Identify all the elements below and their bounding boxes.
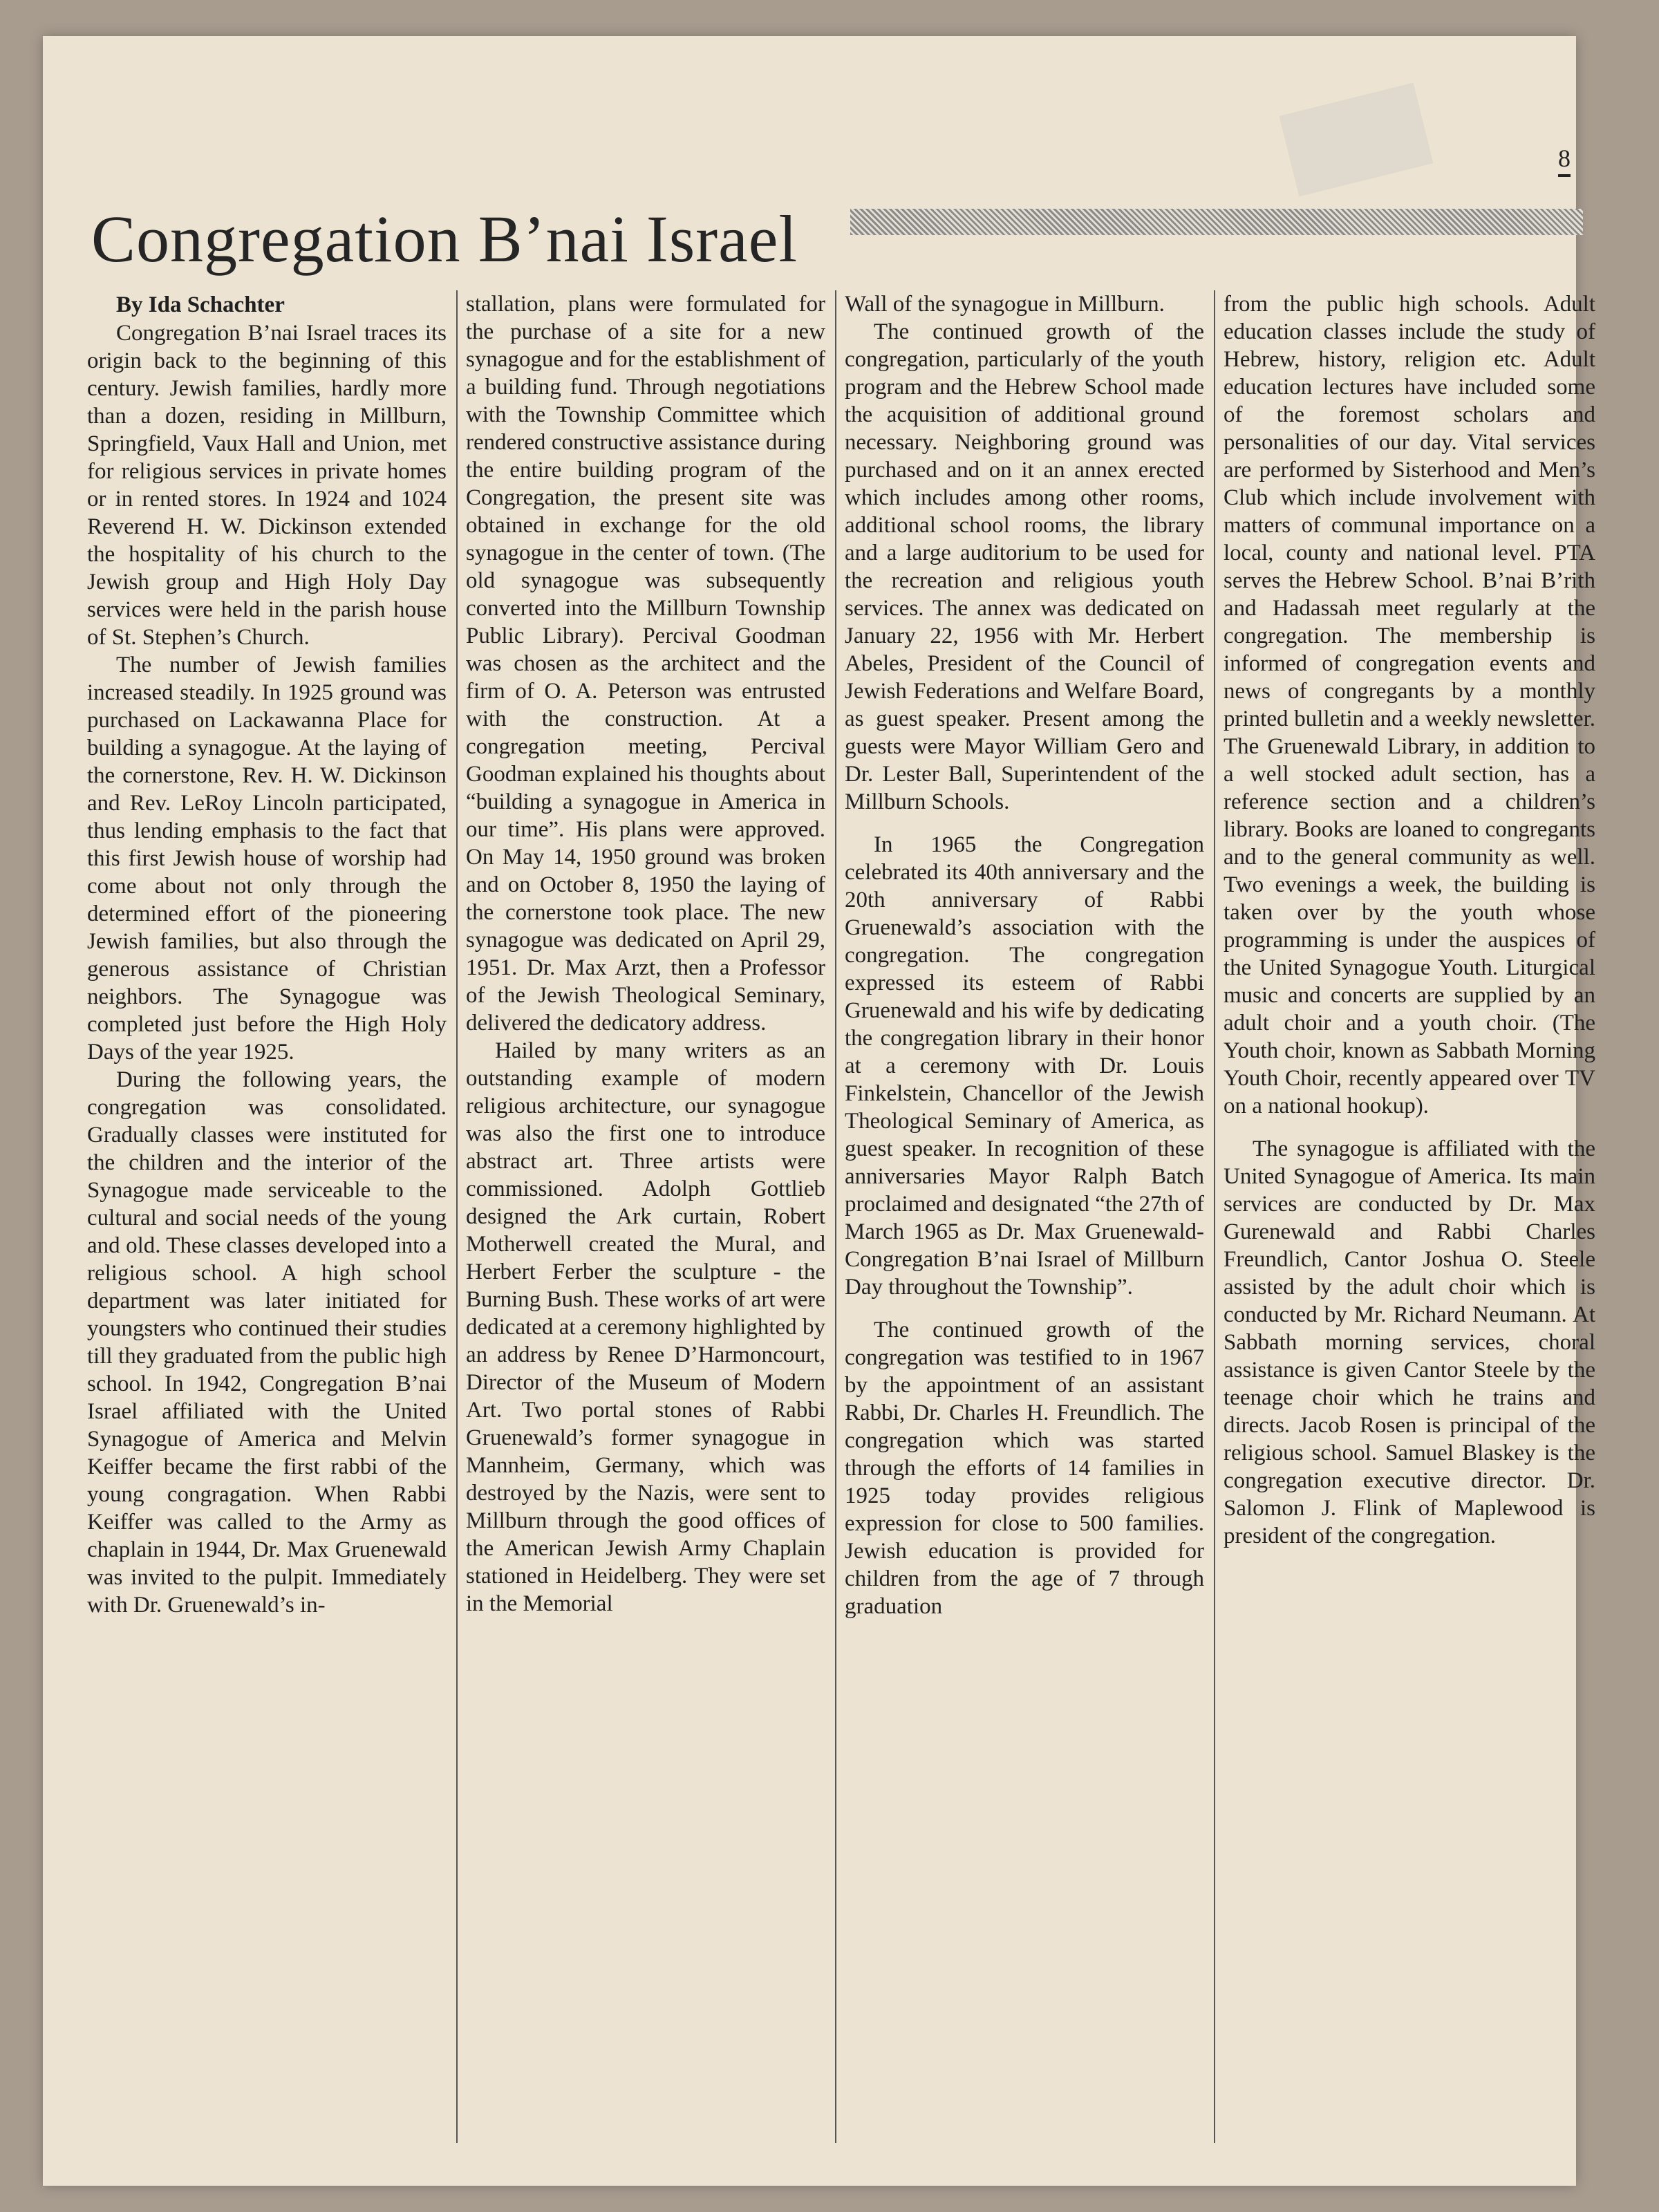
paragraph: from the public high schools. Adult education classes include the study of Hebrew, history, religion etc. Adult education lectures have included some of the foremost scholars and personalities of our day. Vital services are performed by Sisterhood and Men’s Club which include involvement with matters of communal importance on a local, county and national level. PTA serves the Hebrew School. B’nai B’rith and Hadassah meet regularly at the congregation. The membership is informed of congregation events and news of congregants by a monthly printed bulletin and a weekly newsletter. The Gruenewald Library, in addition to a well stocked adult section, has a reference section and a children’s library. Books are loaned to congregants and to the general community as well. Two evenings a week, the building is taken over by the youth whose programming is under the auspices of the United Synagogue Youth. Liturgical music and concerts are supplied by an adult choir and a youth choir. (The Youth choir, known as Sabbath Morning Youth Choir, recently appeared over TV on a national hookup).	[1224, 292, 1595, 1118]
paragraph: Congregation B’nai Israel traces its origin back to the beginning of this century. Jewish families, hardly more than a dozen, residing in Millburn, Springfield, Vaux Hall and Union, met for religious services in private homes or in rented stores. In 1924 and 1024 Reverend H. W. Dickinson extended the hospitality of his church to the Jewish group and High Holy Day services were held in the parish house of St. Stephen’s Church.	[87, 321, 447, 650]
paragraph: stallation, plans were formulated for the purchase of a site for a new synagogue and for the establishment of a building fund. Through negotiations with the Township Committee which rendered constructive assistance during the entire building program of the Congregation, the present site was obtained in exchange for the old synagogue in the center of town. (The old synagogue was subsequently converted into the Millburn Township Public Library). Percival Goodman was chosen as the architect and the firm of O. A. Peterson was entrusted with the construction. At a congregation meeting, Percival Goodman explained his thoughts about “building a synagogue in America in our time”. His plans were approved. On May 14, 1950 ground was broken and on October 8, 1950 the laying of the cornerstone took place. The new synagogue was dedicated on April 29, 1951. Dr. Max Arzt, then a Professor of the Jewish Theological Seminary, delivered the dedicatory address.	[466, 292, 825, 1035]
column-2	[466, 290, 825, 2143]
column-3	[845, 290, 1204, 2143]
paragraph: The continued growth of the congregation, particularly of the youth program and the Hebrew School made the acquisition of additional ground necessary. Neighboring ground was purchased and on it an annex erected which includes among other rooms, additional school rooms, the library and a large auditorium to be used for the recreation and religious youth services. The annex was dedicated on January 22, 1956 with Mr. Herbert Abeles, President of the Council of Jewish Federations and Welfare Board, as guest speaker. Present among the guests were Mayor William Gero and Dr. Lester Ball, Superintendent of the Millburn Schools.	[845, 319, 1204, 814]
tape-piece	[1279, 83, 1433, 197]
column-1	[87, 290, 447, 2143]
paragraph: Wall of the synagogue in Millburn.	[845, 292, 1165, 317]
headline-rule	[850, 209, 1583, 235]
paragraph: The synagogue is affiliated with the United Synagogue of America. Its main services are conducted by Dr. Max Gurenewald and Rabbi Charles Freundlich, Cantor Joshua O. Steele assisted by the adult choir which is conducted by Mr. Richard Neumann. At Sabbath morning services, choral assistance is given Cantor Steele by the teenage choir which he trains and directs. Jacob Rosen is principal of the religious school. Samuel Blaskey is the congregation executive director. Dr. Salomon J. Flink of Maplewood is president of the congregation.	[1224, 1136, 1595, 1548]
paragraph: Hailed by many writers as an outstanding example of modern religious architecture, our synagogue was also the first one to introduce abstract art. Three artists were commissioned. Adolph Gottlieb designed the Ark curtain, Robert Motherwell created the Mural, and Herbert Ferber the sculpture - the Burning Bush. These works of art were dedicated at a ceremony highlighted by an address by Renee D’Harmoncourt, Director of the Museum of Modern Art. Two portal stones of Rabbi Gruenewald’s former synagogue in Mannheim, Germany, which was destroyed by the Nazis, were sent to Millburn through the good offices of the American Jewish Army Chaplain stationed in Heidelberg. They were set in the Memorial	[466, 1038, 825, 1616]
headline: Congregation B’nai Israel	[91, 202, 798, 276]
paragraph: In 1965 the Congregation celebrated its 40th anniversary and the 20th anniversary of Rabbi Gruenewald’s association with the congregation. The congregation expressed its esteem of Rabbi Gruenewald and his wife by dedicating the congregation library in their honor at a ceremony with Dr. Louis Finkelstein, Chancellor of the Jewish Theological Seminary of America, as guest speaker. In recognition of these anniversaries Mayor Ralph Batch proclaimed and designated “the 27th of March 1965 as Dr. Max Gruenewald-Congregation B’nai Israel of Millburn Day throughout the Township”.	[845, 832, 1204, 1300]
paragraph: The number of Jewish families increased steadily. In 1925 ground was purchased on Lackawanna Place for building a synagogue. At the laying of the cornerstone, Rev. H. W. Dickinson and Rev. LeRoy Lincoln participated, thus lending emphasis to the fact that this first Jewish house of worship had come about not only through the determined effort of the pioneering Jewish families, but also through the generous assistance of Christian neighbors. The Synagogue was completed just before the High Holy Days of the year 1925.	[87, 653, 447, 1065]
page-number: 8	[1558, 144, 1571, 177]
paragraph: The continued growth of the congregation was testified to in 1967 by the appointment of an assistant Rabbi, Dr. Charles H. Freundlich. The congregation which was started through the efforts of 14 families in 1925 today provides religious expression for close to 500 families. Jewish education is provided for children from the age of 7 through graduation	[845, 1318, 1204, 1619]
column-4	[1224, 290, 1595, 2143]
paragraph: During the following years, the congregation was consolidated. Gradually classes were instituted for the children and the interior of the Synagogue made serviceable to the cultural and social needs of the young and old. These classes developed into a religious school. A high school department was later initiated for youngsters who continued their studies till they graduated from the public high school. In 1942, Congregation B’nai Israel affiliated with the United Synagogue of America and Melvin Keiffer became the first rabbi of the young congragation. When Rabbi Keiffer was called to the Army as chaplain in 1944, Dr. Max Gruenewald was invited to the pulpit. Immediately with Dr. Gruenewald’s in-	[87, 1067, 447, 1618]
article-body	[87, 290, 1593, 2143]
byline: By Ida Schachter	[116, 292, 285, 317]
